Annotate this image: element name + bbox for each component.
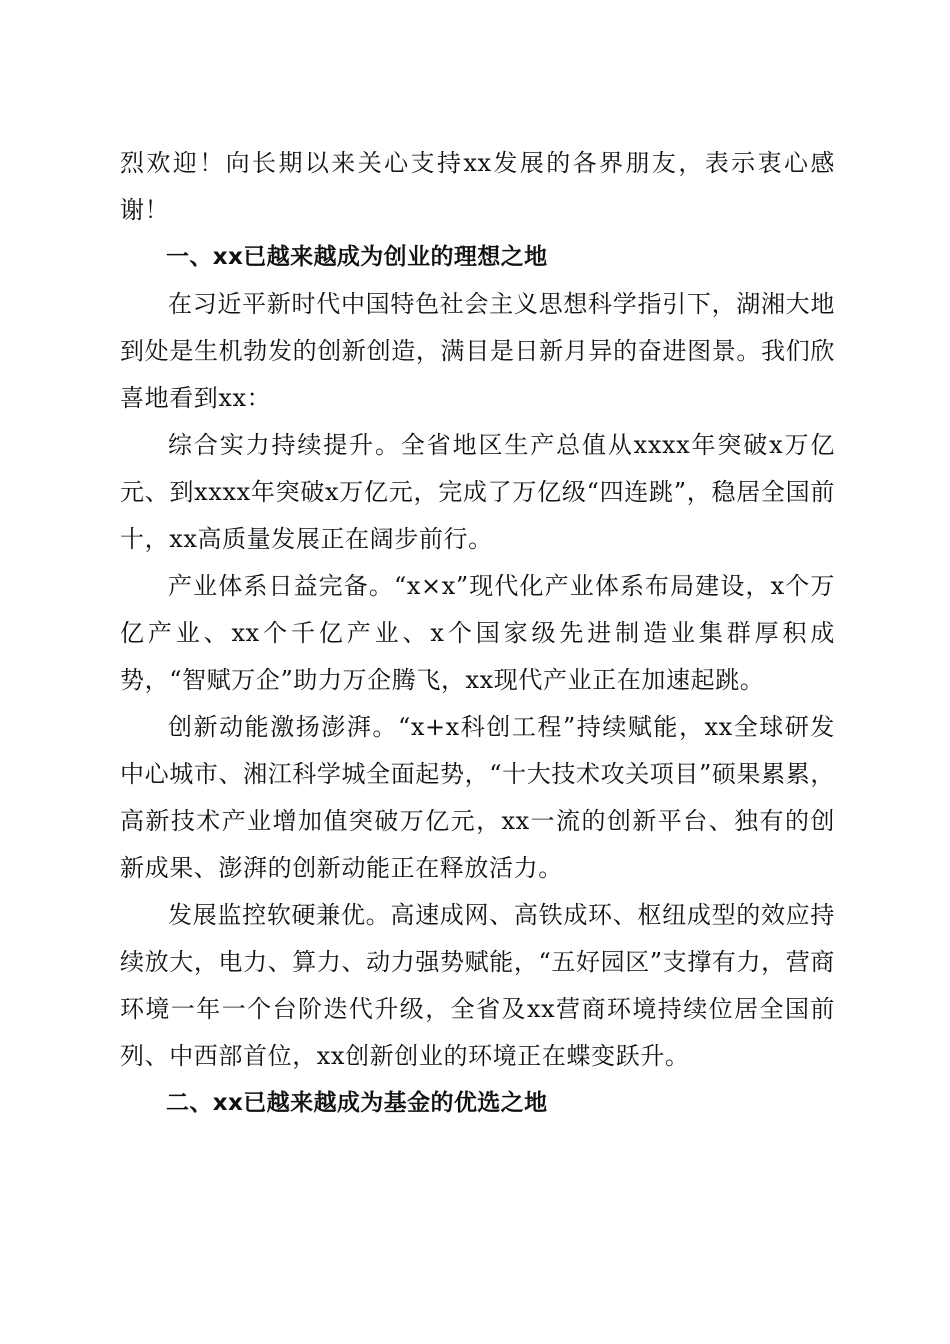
document-body: [120, 140, 835, 1127]
section-heading-2: 二、xx已越来越成为基金的优选之地: [166, 1090, 548, 1116]
intro-paragraph: 烈欢迎！向长期以来关心支持xx发展的各界朋友，表示衷心感谢！: [120, 149, 835, 224]
paragraph-development-environment: 发展监控软硬兼优。高速成网、高铁成环、枢纽成型的效应持续放大，电力、算力、动力强势赋能，“五好园区”支撑有力，营商环境一年一个台阶迭代升级，全省及xx营商环境持续位居全国前列、中西部首位，xx创新创业的环境正在蝶变跃升。: [120, 901, 835, 1070]
paragraph-innovation-momentum: 创新动能激扬澎湃。“x+x科创工程”持续赋能，xx全球研发中心城市、湘江科学城全面起势，“十大技术攻关项目”硕果累累，高新技术产业增加值突破万亿元，xx一流的创新平台、独有的创新成果、澎湃的创新动能正在释放活力。: [120, 713, 835, 882]
paragraph-comprehensive-strength: 综合实力持续提升。全省地区生产总值从xxxx年突破x万亿元、到xxxx年突破x万亿元，完成了万亿级“四连跳”，稳居全国前十，xx高质量发展正在阔步前行。: [120, 431, 835, 553]
section-heading-1: 一、xx已越来越成为创业的理想之地: [166, 244, 548, 270]
paragraph-industrial-system: 产业体系日益完备。“x×x”现代化产业体系布局建设，x个万亿产业、xx个千亿产业、x个国家级先进制造业集群厚积成势，“智赋万企”助力万企腾飞，xx现代产业正在加速起跳。: [120, 572, 835, 694]
section1-lead-paragraph: 在习近平新时代中国特色社会主义思想科学指引下，湖湘大地到处是生机勃发的创新创造，满目是日新月异的奋进图景。我们欣喜地看到xx：: [120, 290, 835, 412]
